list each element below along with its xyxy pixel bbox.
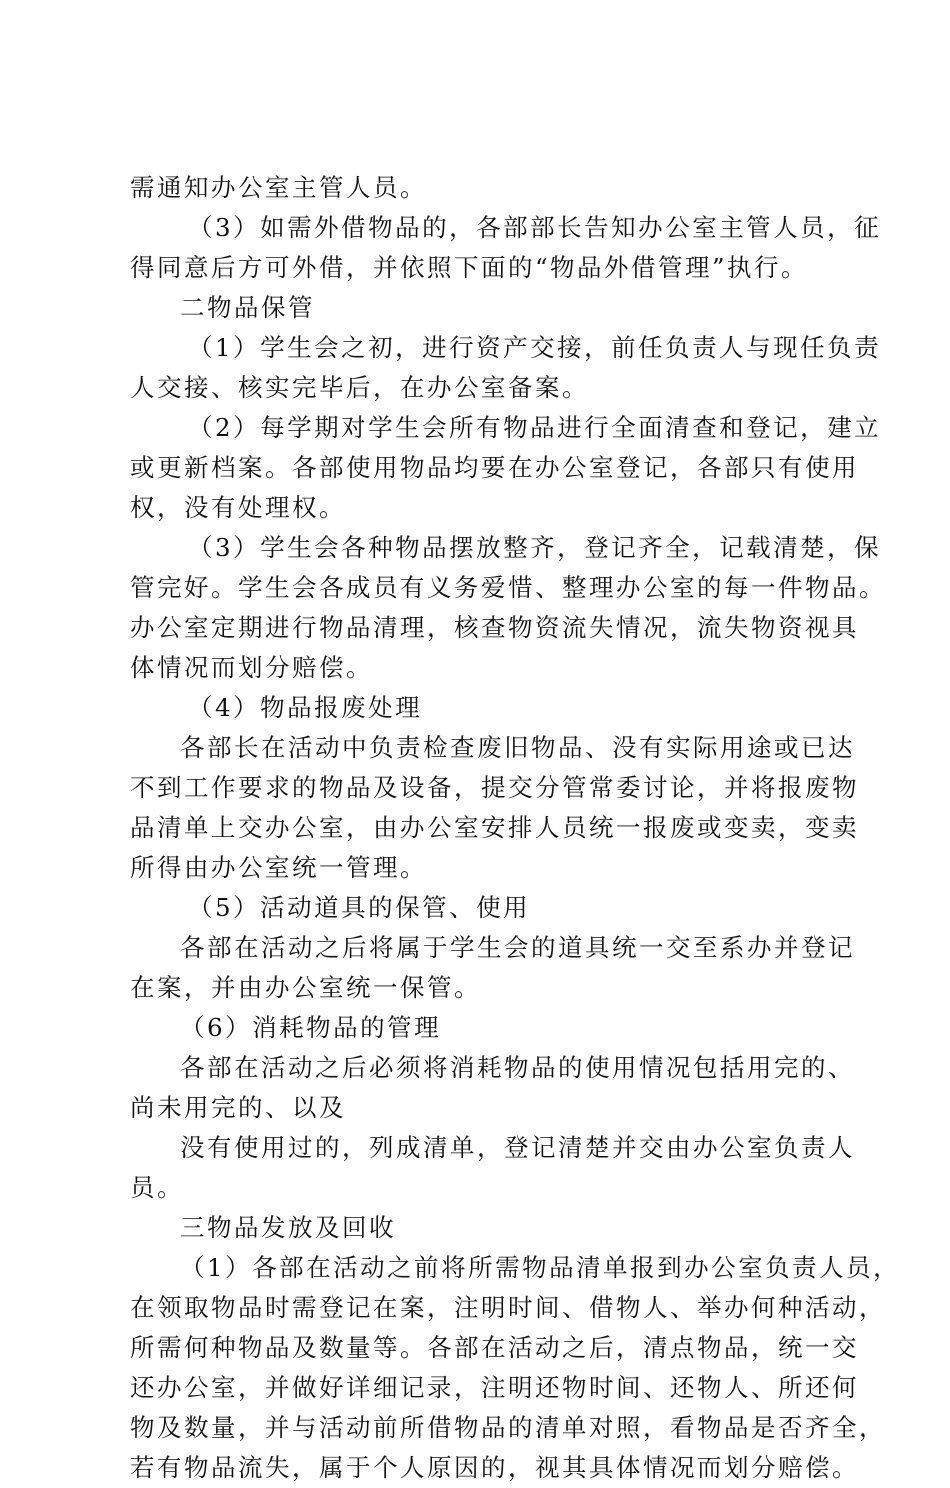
section-heading: 三物品发放及回收 [180, 1213, 396, 1242]
section-heading: 二物品保管 [180, 293, 315, 322]
paragraph-line: 各部在活动之后将属于学生会的道具统一交至系办并登记 [180, 933, 855, 962]
paragraph-line: 体情况而划分赔偿。 [130, 653, 373, 682]
paragraph-line: 权，没有处理权。 [130, 493, 346, 522]
paragraph-line: 各部长在活动中负责检查废旧物品、没有实际用途或已达 [180, 733, 855, 762]
paragraph-line: 或更新档案。各部使用物品均要在办公室登记，各部只有使用 [130, 453, 859, 482]
paragraph-line: 需通知办公室主管人员。 [130, 173, 427, 202]
paragraph-line: 人交接、核实完毕后，在办公室备案。 [130, 373, 589, 402]
paragraph-line: 管完好。学生会各成员有义务爱惜、整理办公室的每一件物品。 [130, 573, 886, 602]
document-body [130, 168, 901, 1488]
paragraph-line: 不到工作要求的物品及设备，提交分管常委讨论，并将报废物 [130, 773, 859, 802]
paragraph-line: 物及数量，并与活动前所借物品的清单对照，看物品是否齐全， [130, 1413, 886, 1442]
paragraph-line: （3）如需外借物品的，各部部长告知办公室主管人员，征 [188, 213, 882, 242]
paragraph-line: 品清单上交办公室，由办公室安排人员统一报废或变卖，变卖 [130, 813, 859, 842]
paragraph-line: 得同意后方可外借，并依照下面的“物品外借管理”执行。 [130, 253, 809, 282]
paragraph-line: 员。 [130, 1173, 184, 1202]
paragraph-line: 尚未用完的、以及 [130, 1093, 346, 1122]
paragraph-line: （1）各部在活动之前将所需物品清单报到办公室负责人员， [180, 1253, 901, 1282]
paragraph-line: 所需何种物品及数量等。各部在活动之后，清点物品，统一交 [130, 1333, 859, 1362]
subsection-heading: （5）活动道具的保管、使用 [188, 893, 531, 922]
paragraph-line: 在案，并由办公室统一保管。 [130, 973, 481, 1002]
paragraph-line: 没有使用过的，列成清单，登记清楚并交由办公室负责人 [180, 1133, 855, 1162]
paragraph-line: 各部在活动之后必须将消耗物品的使用情况包括用完的、 [180, 1053, 855, 1082]
subsection-heading: （6）消耗物品的管理 [180, 1013, 442, 1042]
paragraph-line: 还办公室，并做好详细记录，注明还物时间、还物人、所还何 [130, 1373, 859, 1402]
paragraph-line: 所得由办公室统一管理。 [130, 853, 427, 882]
paragraph-line: （2）每学期对学生会所有物品进行全面清查和登记，建立 [188, 413, 882, 442]
paragraph-line: 若有物品流失，属于个人原因的，视其具体情况而划分赔偿。 [130, 1453, 859, 1482]
paragraph-line: （3）学生会各种物品摆放整齐，登记齐全，记载清楚，保 [188, 533, 882, 562]
subsection-heading: （4）物品报废处理 [188, 693, 423, 722]
paragraph-line: （1）学生会之初，进行资产交接，前任负责人与现任负责 [188, 333, 882, 362]
paragraph-line: 在领取物品时需登记在案，注明时间、借物人、举办何种活动， [130, 1293, 886, 1322]
paragraph-line: 办公室定期进行物品清理，核查物资流失情况，流失物资视具 [130, 613, 859, 642]
